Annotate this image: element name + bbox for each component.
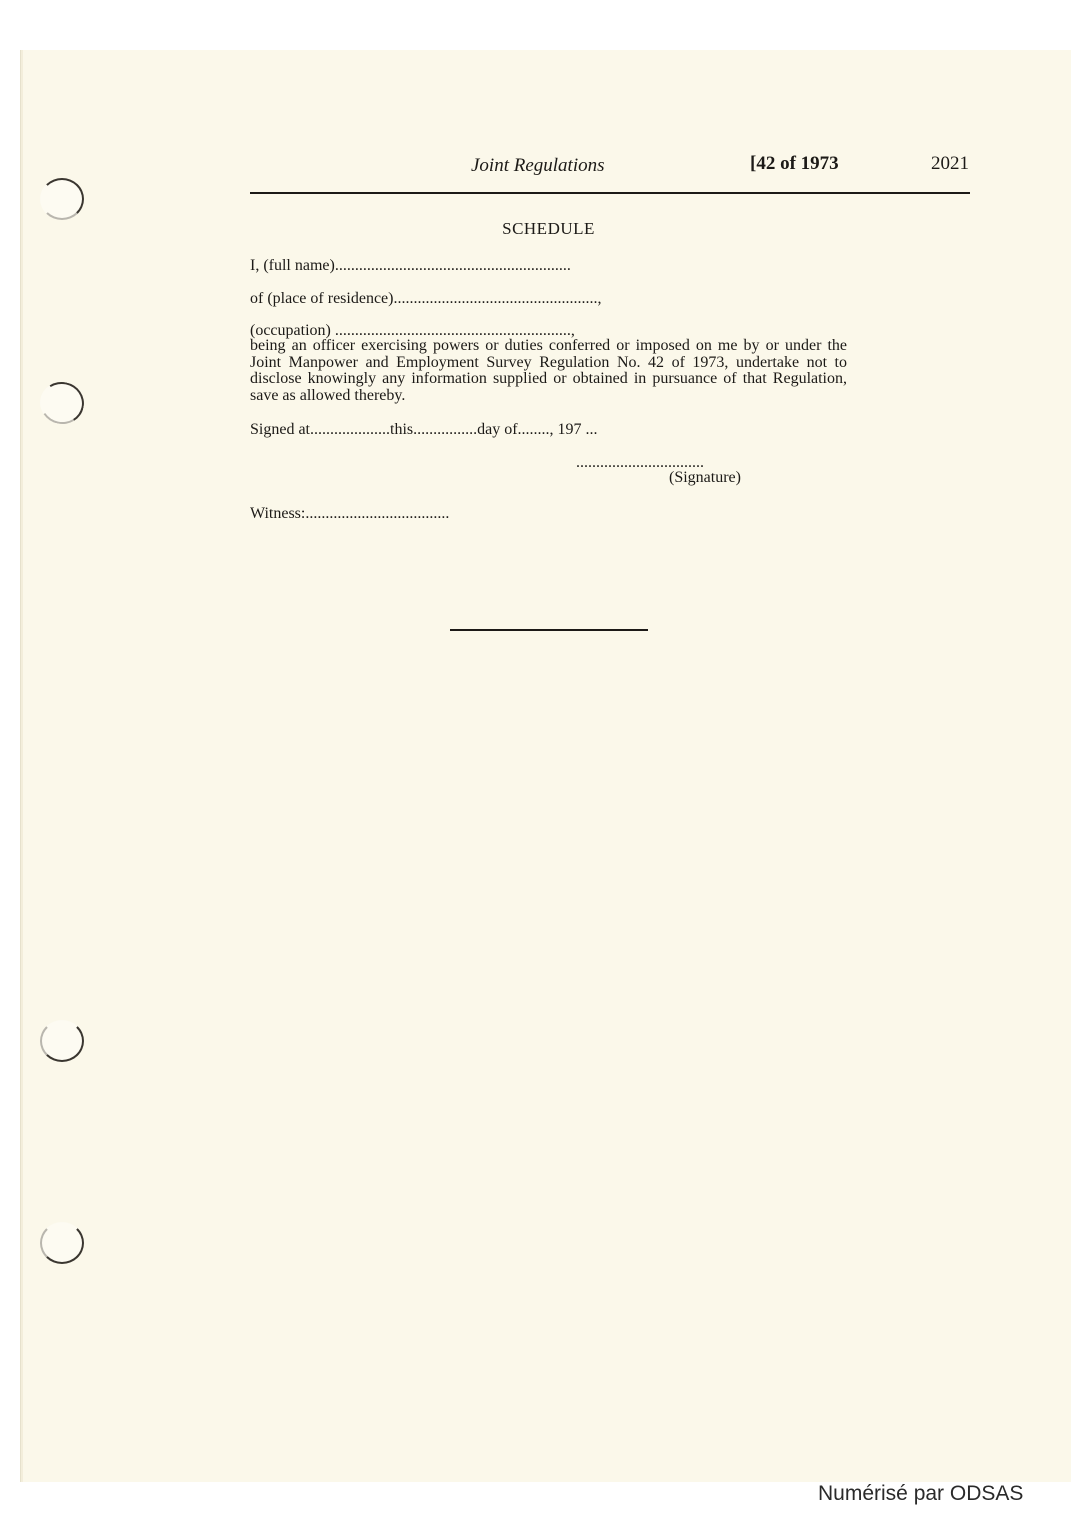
end-rule: [450, 629, 648, 631]
witness-line: Witness:....................................: [250, 505, 450, 522]
occupation-line: (occupation) ...........................................................,: [250, 322, 575, 339]
binder-hole: [40, 1222, 84, 1264]
header-rule: [250, 192, 970, 194]
binder-hole: [40, 1020, 84, 1062]
header-title: Joint Regulations: [471, 155, 605, 176]
signature-line: ................................: [576, 454, 704, 471]
full-name-line: I, (full name)...........................................................: [250, 257, 571, 274]
signed-at-line: Signed at....................this................day of........, 197 ...: [250, 421, 598, 438]
schedule-heading: SCHEDULE: [502, 219, 595, 238]
page-number: 2021: [931, 153, 969, 174]
signature-label: (Signature): [669, 469, 741, 486]
header-act-number: [42 of 1973: [750, 153, 839, 174]
digitization-credit: Numérisé par ODSAS: [818, 1482, 1024, 1505]
undertaking-paragraph: being an officer exercising powers or duties conferred or imposed on me by or under the Joint Manpower and Employment Survey Regulation No. 42 of 1973, undertake not to disclose knowingly any information supplied or obtained in pursuance of that Regulation, save as allowed thereby.: [250, 337, 847, 404]
residence-line: of (place of residence)...................................................,: [250, 290, 602, 307]
binder-hole: [40, 178, 84, 220]
